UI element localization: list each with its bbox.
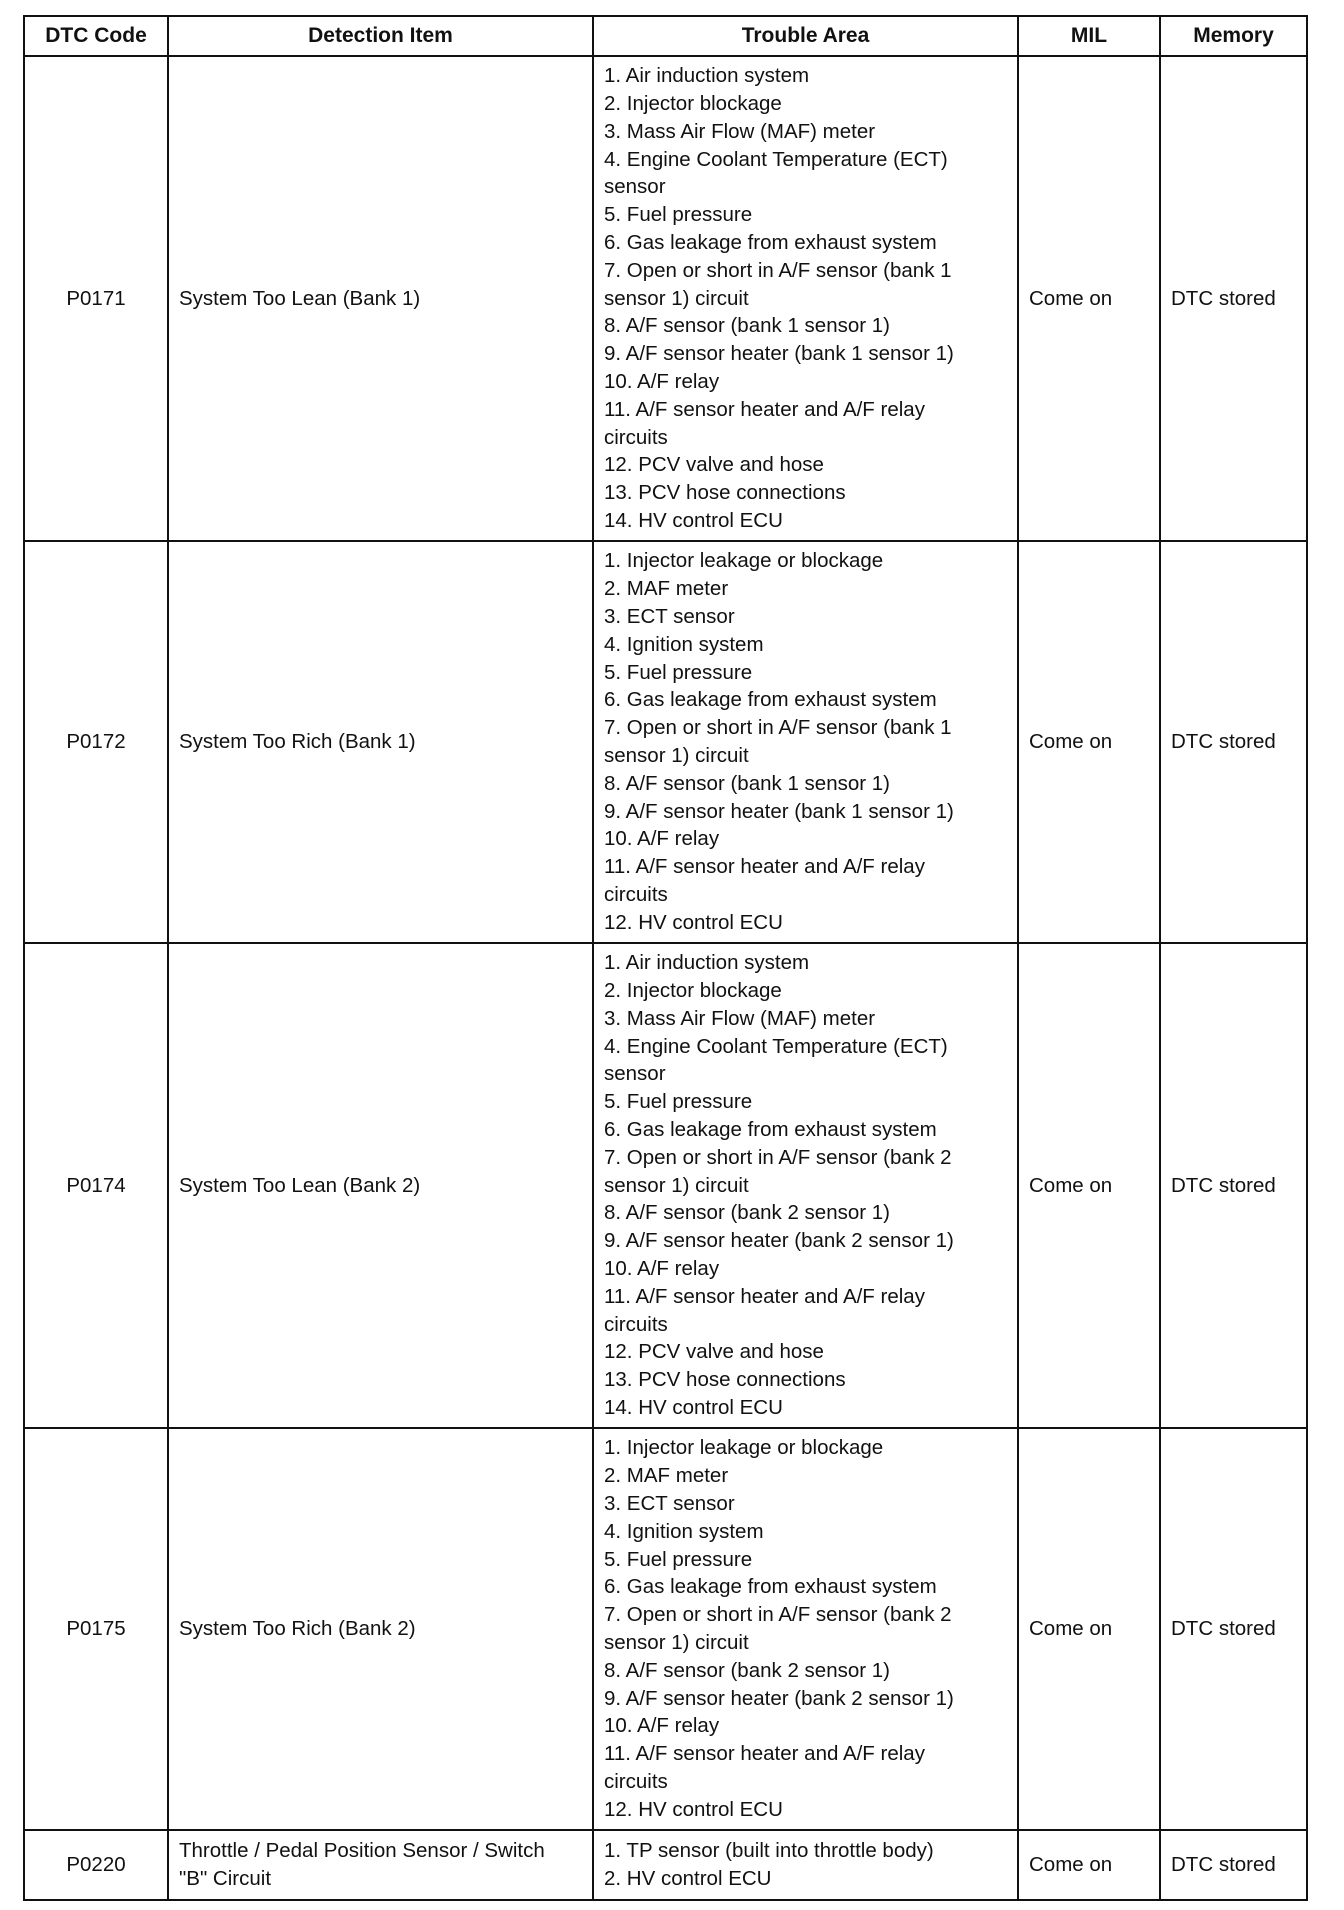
detection-item-line: "B" Circuit — [179, 1867, 272, 1890]
trouble-area-line: 3. Mass Air Flow (MAF) meter — [604, 119, 876, 143]
trouble-area-line: 11. A/F sensor heater and A/F relay — [604, 397, 925, 421]
memory-cell: DTC stored — [1160, 56, 1307, 541]
trouble-area-line: 2. Injector blockage — [604, 979, 782, 1003]
dtc-table — [23, 15, 1308, 1901]
trouble-area-line: 6. Gas leakage from exhaust system — [604, 1118, 937, 1141]
mil-cell: Come on — [1018, 56, 1160, 541]
trouble-area-line: 1. Air induction system — [604, 64, 810, 88]
header-row — [24, 16, 1307, 56]
trouble-area-line: circuits — [604, 425, 668, 449]
detection-item-cell: System Too Lean (Bank 2) — [168, 943, 593, 1428]
trouble-area-cell — [593, 943, 1018, 1428]
trouble-area-line: 1. TP sensor (built into throttle body) — [604, 1839, 934, 1863]
trouble-area-line: sensor 1) circuit — [604, 286, 749, 310]
trouble-area-line: 10. A/F relay — [604, 369, 720, 393]
trouble-area-line: 2. Injector blockage — [604, 92, 782, 116]
trouble-area-line: circuits — [604, 1312, 668, 1336]
trouble-area-line: 7. Open or short in A/F sensor (bank 1 — [604, 258, 952, 282]
trouble-area-line: 10. A/F relay — [604, 1256, 720, 1280]
dtc-code-cell: P0171 — [24, 56, 168, 541]
header-memory: Memory — [1160, 16, 1307, 56]
trouble-area-line: 4. Engine Coolant Temperature (ECT) — [604, 147, 948, 171]
trouble-area-line: 4. Ignition system — [604, 1519, 764, 1543]
detection-item-cell: System Too Rich (Bank 2) — [168, 1428, 593, 1830]
trouble-area-line: sensor — [604, 175, 666, 199]
trouble-area-cell — [593, 1830, 1018, 1900]
trouble-area-line: 2. MAF meter — [604, 577, 729, 601]
header-detection-item: Detection Item — [168, 16, 593, 56]
memory-cell: DTC stored — [1160, 541, 1307, 943]
trouble-area-line: 12. HV control ECU — [604, 1797, 783, 1821]
table-row — [24, 943, 1307, 1428]
trouble-area-line: 5. Fuel pressure — [604, 1090, 753, 1114]
trouble-area-line: 1. Air induction system — [604, 951, 810, 975]
trouble-area-line: 3. ECT sensor — [604, 605, 735, 629]
trouble-area-line: 14. HV control ECU — [604, 1395, 783, 1419]
trouble-area-line: 5. Fuel pressure — [604, 660, 753, 684]
table-row — [24, 1428, 1307, 1830]
trouble-area-line: 12. PCV valve and hose — [604, 1340, 824, 1364]
trouble-area-line: 7. Open or short in A/F sensor (bank 2 — [604, 1603, 952, 1627]
trouble-area-line: sensor 1) circuit — [604, 744, 749, 767]
trouble-area-line: 13. PCV hose connections — [604, 1368, 846, 1392]
trouble-area-line: 1. Injector leakage or blockage — [604, 1436, 884, 1460]
mil-cell: Come on — [1018, 541, 1160, 943]
trouble-area-line: 6. Gas leakage from exhaust system — [604, 688, 937, 712]
trouble-area-line: 10. A/F relay — [604, 1714, 720, 1738]
memory-cell: DTC stored — [1160, 1830, 1307, 1900]
trouble-area-line: 10. A/F relay — [604, 827, 720, 851]
trouble-area-line: 4. Engine Coolant Temperature (ECT) — [604, 1034, 948, 1058]
memory-cell: DTC stored — [1160, 943, 1307, 1428]
trouble-area-line: 6. Gas leakage from exhaust system — [604, 1575, 937, 1599]
trouble-area-line: 8. A/F sensor (bank 2 sensor 1) — [604, 1201, 890, 1225]
trouble-area-line: 3. Mass Air Flow (MAF) meter — [604, 1006, 876, 1030]
detection-item-cell: System Too Lean (Bank 1) — [168, 56, 593, 541]
trouble-area-line: 9. A/F sensor heater (bank 2 sensor 1) — [604, 1686, 954, 1710]
trouble-area-line: 8. A/F sensor (bank 2 sensor 1) — [604, 1658, 890, 1682]
trouble-area-line: 13. PCV hose connections — [604, 481, 846, 505]
table-row — [24, 1830, 1307, 1900]
mil-cell: Come on — [1018, 1830, 1160, 1900]
mil-cell: Come on — [1018, 943, 1160, 1428]
trouble-area-line: 11. A/F sensor heater and A/F relay — [604, 855, 925, 879]
trouble-area-line: sensor 1) circuit — [604, 1631, 749, 1654]
trouble-area-line: sensor — [604, 1062, 666, 1086]
trouble-area-line: 12. PCV valve and hose — [604, 453, 824, 477]
table-row — [24, 541, 1307, 943]
detection-item-line: Throttle / Pedal Position Sensor / Switch — [179, 1839, 545, 1863]
trouble-area-line: 7. Open or short in A/F sensor (bank 2 — [604, 1145, 952, 1169]
dtc-code-cell: P0175 — [24, 1428, 168, 1830]
trouble-area-line: 14. HV control ECU — [604, 508, 783, 532]
trouble-area-cell — [593, 56, 1018, 541]
trouble-area-line: 6. Gas leakage from exhaust system — [604, 231, 937, 254]
header-mil: MIL — [1018, 16, 1160, 56]
trouble-area-line: 8. A/F sensor (bank 1 sensor 1) — [604, 314, 890, 338]
trouble-area-line: 5. Fuel pressure — [604, 1547, 753, 1571]
trouble-area-line: 8. A/F sensor (bank 1 sensor 1) — [604, 771, 890, 795]
trouble-area-line: 11. A/F sensor heater and A/F relay — [604, 1284, 925, 1308]
trouble-area-line: 7. Open or short in A/F sensor (bank 1 — [604, 716, 952, 740]
mil-cell: Come on — [1018, 1428, 1160, 1830]
dtc-code-cell: P0220 — [24, 1830, 168, 1900]
trouble-area-line: 12. HV control ECU — [604, 910, 783, 934]
dtc-code-cell: P0172 — [24, 541, 168, 943]
header-trouble-area: Trouble Area — [593, 16, 1018, 56]
trouble-area-line: circuits — [604, 882, 668, 906]
trouble-area-line: 3. ECT sensor — [604, 1492, 735, 1516]
trouble-area-line: 9. A/F sensor heater (bank 1 sensor 1) — [604, 799, 954, 823]
trouble-area-line: 11. A/F sensor heater and A/F relay — [604, 1742, 925, 1766]
detection-item-cell — [168, 1830, 593, 1900]
trouble-area-line: 9. A/F sensor heater (bank 1 sensor 1) — [604, 342, 954, 366]
trouble-area-line: 5. Fuel pressure — [604, 203, 753, 227]
trouble-area-line: 9. A/F sensor heater (bank 2 sensor 1) — [604, 1229, 954, 1253]
trouble-area-line: 2. HV control ECU — [604, 1867, 772, 1890]
trouble-area-cell — [593, 1428, 1018, 1830]
trouble-area-line: sensor 1) circuit — [604, 1173, 749, 1197]
trouble-area-line: 2. MAF meter — [604, 1464, 729, 1488]
detection-item-cell: System Too Rich (Bank 1) — [168, 541, 593, 943]
trouble-area-line: circuits — [604, 1769, 668, 1793]
trouble-area-line: 1. Injector leakage or blockage — [604, 549, 884, 573]
trouble-area-line: 4. Ignition system — [604, 632, 764, 656]
header-dtc-code: DTC Code — [24, 16, 168, 56]
trouble-area-cell — [593, 541, 1018, 943]
dtc-code-cell: P0174 — [24, 943, 168, 1428]
memory-cell: DTC stored — [1160, 1428, 1307, 1830]
table-row — [24, 56, 1307, 541]
